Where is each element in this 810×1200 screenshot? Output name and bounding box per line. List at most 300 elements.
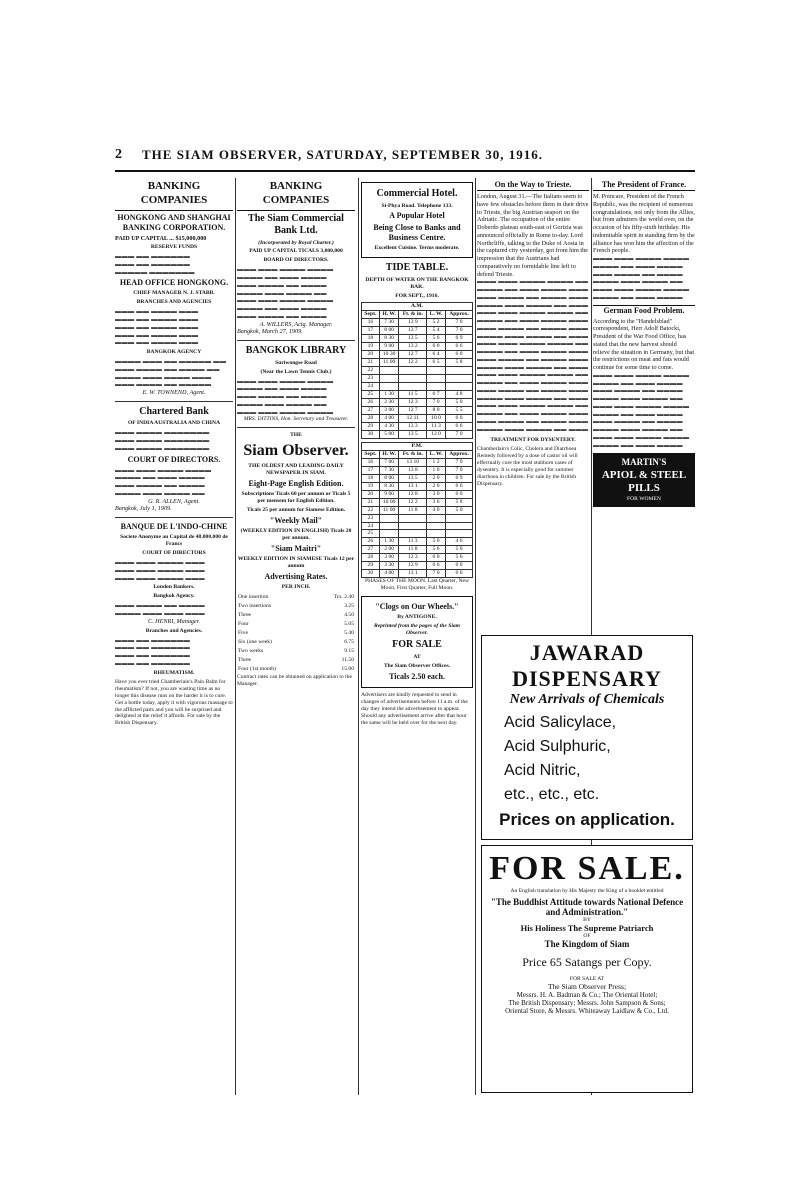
tide-cell: 6 7 bbox=[427, 390, 446, 398]
tide-header-cell: H. W. bbox=[379, 310, 399, 318]
tide-cell: 11 3 bbox=[427, 422, 446, 430]
president-heading: The President of France. bbox=[593, 180, 695, 191]
tide-month: FOR SEPT., 1916. bbox=[395, 292, 439, 299]
tide-cell: 17 bbox=[362, 326, 380, 334]
tide-cell: 7 00 bbox=[379, 458, 399, 466]
column-rule bbox=[358, 178, 359, 1095]
column-news-2 bbox=[593, 178, 695, 633]
library-sub2: (Near the Lawn Tennis Club.) bbox=[260, 368, 332, 375]
tide-cell bbox=[399, 382, 427, 390]
adv-rate-row bbox=[237, 638, 355, 647]
advertisers-note: Advertisers are kindly requested to send in changes of advertisements before 11 a.m. of the day they intend the advertisement to appear. Should any advertisement arrive after that hour the same will be held over for the next day. bbox=[361, 691, 468, 726]
tide-cell: 30 bbox=[362, 430, 380, 438]
tide-cell: 25 bbox=[362, 530, 380, 538]
forsale-at: FOR SALE AT bbox=[569, 976, 605, 982]
siam-bank-sub: (Incorporated by Royal Charter.) bbox=[258, 239, 334, 246]
tide-cell: 20 bbox=[362, 350, 380, 358]
tide-cell: 10 30 bbox=[379, 350, 399, 358]
chartered-capital: ▬▬▬ ▬▬▬▬ ▬▬▬▬▬▬▬ ▬▬▬ ▬▬▬▬ ▬▬▬▬▬▬▬ ▬▬▬ ▬▬▬▬ ▬▬▬▬▬▬▬ bbox=[115, 429, 210, 452]
tide-cell: 29 bbox=[362, 422, 380, 430]
indochine-branch-list: ▬▬▬ ▬▬ ▬▬▬▬▬▬ ▬▬▬ ▬▬ ▬▬▬▬▬▬ ▬▬▬ ▬▬ ▬▬▬▬▬▬ ▬▬▬ ▬▬ ▬▬▬▬▬▬ bbox=[115, 636, 191, 667]
hsbc-bangkok: BANGKOK AGENCY bbox=[146, 349, 202, 356]
tide-row bbox=[362, 326, 473, 334]
tide-cell: 2 30 bbox=[379, 398, 399, 406]
tide-cell: 1 2 bbox=[427, 458, 446, 466]
tide-cell: 21 bbox=[362, 358, 380, 366]
adv-rate-value: 6.75 bbox=[344, 639, 354, 646]
tide-row bbox=[362, 406, 473, 414]
adv-rate-label: Three bbox=[238, 657, 252, 664]
tide-row bbox=[362, 538, 473, 546]
treatment-heading: TREATMENT FOR DYSENTERY. bbox=[490, 437, 576, 444]
tide-cell: 13 1 bbox=[399, 482, 427, 490]
tide-pm-label: P.M. bbox=[362, 442, 473, 450]
hotel-cuisine: Excellent Cuisine. Terms moderate. bbox=[374, 245, 460, 252]
column-rule bbox=[475, 178, 476, 1095]
tide-cell: 13 5 bbox=[399, 430, 427, 438]
tide-cell: 1 30 bbox=[379, 390, 399, 398]
observer-subs2: Ticals 25 per annum for Siamese Edition. bbox=[246, 507, 346, 514]
tide-cell: 29 bbox=[362, 562, 380, 570]
tide-cell: 7 0 bbox=[446, 430, 473, 438]
adv-rate-row bbox=[237, 665, 355, 674]
tide-cell: 5 4 bbox=[427, 326, 446, 334]
column-banking-2 bbox=[237, 178, 355, 1095]
forsale-by: BY bbox=[583, 917, 591, 923]
trieste-cont: ▬▬▬ ▬▬▬ ▬▬▬▬ ▬▬▬▬ ▬▬ ▬▬▬▬ ▬▬ ▬▬▬ ▬▬▬▬ ▬▬▬ ▬▬▬ ▬▬▬▬ ▬▬ ▬▬▬▬ ▬▬▬ ▬▬▬▬ ▬▬▬ ▬▬▬▬ ▬▬ ▬▬▬ ▬▬▬ ▬▬▬ ▬▬▬▬ ▬▬▬▬ ▬▬ ▬▬▬▬ ▬▬ ▬▬▬ ▬▬▬▬ ▬▬▬ ▬▬▬ ▬▬▬▬ ▬▬ ▬▬▬▬ ▬▬▬ ▬▬▬▬ ▬▬▬ ▬▬▬▬ ▬▬ ▬▬▬ ▬▬▬ ▬▬▬ ▬▬▬▬ ▬▬▬▬ ▬▬ ▬▬▬▬ ▬▬ ▬▬▬ ▬▬▬▬ ▬▬▬ ▬▬▬ ▬▬▬▬ ▬▬ ▬▬▬▬ ▬▬▬ ▬▬▬▬ ▬▬▬ ▬▬▬▬ ▬▬ ▬▬▬ ▬▬▬ ▬▬▬ ▬▬▬▬ ▬▬▬▬ ▬▬ ▬▬▬▬ ▬▬ ▬▬▬ ▬▬▬▬ ▬▬▬ ▬▬▬ ▬▬▬▬ ▬▬ ▬▬▬▬ ▬▬▬ ▬▬▬▬ ▬▬▬ ▬▬▬▬ ▬▬ ▬▬▬ ▬▬▬ ▬▬▬ ▬▬▬▬ ▬▬▬▬ ▬▬ ▬▬▬▬ ▬▬ ▬▬▬ ▬▬▬▬ ▬▬▬ ▬▬▬ ▬▬▬▬ ▬▬ ▬▬▬▬ ▬▬▬ ▬▬▬▬ ▬▬▬ ▬▬▬▬ ▬▬ ▬▬▬ bbox=[477, 278, 589, 433]
tide-cell: 13 9 bbox=[399, 318, 427, 326]
adv-rate-label: Five bbox=[238, 630, 248, 637]
tide-cell: 5 0 bbox=[446, 546, 473, 554]
adv-rate-label: Two insertions bbox=[238, 603, 272, 610]
tide-cell bbox=[379, 374, 399, 382]
chartered-name: Chartered Bank bbox=[139, 405, 209, 417]
tide-cell bbox=[399, 374, 427, 382]
adv-rate-row bbox=[237, 647, 355, 656]
tide-title: TIDE TABLE. bbox=[385, 262, 449, 274]
forsale-kingdom: The Kingdom of Siam bbox=[544, 939, 630, 949]
tide-cell: 4 00 bbox=[379, 570, 399, 578]
tide-cell: 18 bbox=[362, 334, 380, 342]
tide-cell: 26 bbox=[362, 398, 380, 406]
tide-cell: 7 0 bbox=[446, 318, 473, 326]
tide-cell: 5 8 bbox=[446, 358, 473, 366]
adv-rate-value: Tcs. 2.40 bbox=[333, 594, 354, 601]
forsale-sellers3: The British Dispensary; Messrs. John Sampson & Sons; bbox=[508, 999, 666, 1007]
hotel-phone: Si-Phya Road. Telephone 133. bbox=[381, 202, 453, 209]
tide-cell: 5 00 bbox=[379, 430, 399, 438]
tide-row bbox=[362, 414, 473, 422]
adv-rates-heading: Advertising Rates. bbox=[264, 572, 328, 582]
tide-cell: 25 bbox=[362, 390, 380, 398]
tide-cell: 10 00 bbox=[379, 498, 399, 506]
column-news bbox=[477, 178, 589, 633]
adv-rates-table bbox=[237, 593, 355, 674]
adv-rate-value: 5.40 bbox=[344, 630, 354, 637]
indochine-directors: ▬▬▬ ▬▬▬ ▬▬▬▬ ▬▬▬ ▬▬▬ ▬▬▬ ▬▬▬▬ ▬▬▬ ▬▬▬ ▬▬▬ ▬▬▬▬ ▬▬▬ bbox=[115, 559, 205, 582]
forsale-book: "The Buddhist Attitude towards National Defence and Administration." bbox=[490, 897, 684, 917]
adv-rate-row bbox=[237, 602, 355, 611]
tide-row bbox=[362, 562, 473, 570]
tide-header-cell: Approx. bbox=[446, 450, 473, 458]
tide-cell: 21 bbox=[362, 498, 380, 506]
tide-cell bbox=[379, 514, 399, 522]
indochine-branches: Branches and Agencies. bbox=[145, 627, 203, 634]
hsbc-body: ▬▬▬▬ ▬▬▬ ▬▬ ▬▬▬▬▬ ▬▬ ▬▬▬ ▬▬▬▬ ▬▬ ▬▬▬▬ ▬▬ ▬▬▬▬ ▬▬▬ ▬▬▬▬ ▬▬▬ ▬▬▬ ▬▬▬▬ ▬▬ ▬▬▬▬▬ bbox=[115, 358, 227, 389]
trieste-text: London, August 31.—The Italians seem to have few obstacles before them in their drive to Trieste, the big Austrian seaport on the Adriatic. The occupation of the entire Doberdo plateau south-east of Gorizia was announced officially in Rome to-day. Lord Northcliffe, talking to the Duke of Aosta in the captured city yesterday, got from him the impression that the Austrians had comparatively no formidable line left to defend Trieste. bbox=[477, 193, 589, 278]
tide-cell: 5 0 bbox=[446, 506, 473, 514]
tide-row bbox=[362, 318, 473, 326]
tide-cell: 5 0 bbox=[446, 398, 473, 406]
tide-cell: 6 0 bbox=[446, 414, 473, 422]
tide-cell: 12 3 bbox=[399, 554, 427, 562]
hotel-tag2: Being Close to Banks and Business Centre. bbox=[373, 223, 461, 243]
tide-row bbox=[362, 570, 473, 578]
tide-cell: 12 7 bbox=[399, 406, 427, 414]
tide-cell: 6 9 bbox=[446, 474, 473, 482]
tide-cell bbox=[379, 366, 399, 374]
tide-cell: 5 6 bbox=[427, 334, 446, 342]
tide-cell bbox=[427, 514, 446, 522]
column-banking-1 bbox=[115, 178, 233, 1095]
page-number: 2 bbox=[115, 147, 122, 162]
tide-header-cell: Ft. & in. bbox=[399, 310, 427, 318]
tide-cell bbox=[427, 530, 446, 538]
tide-cell: 17 bbox=[362, 466, 380, 474]
tide-cell: 6 6 bbox=[446, 570, 473, 578]
chartered-signature: G. R. ALLEN, Agent. bbox=[148, 497, 200, 505]
tide-cell: 6 6 bbox=[446, 422, 473, 430]
tide-cell: 24 bbox=[362, 522, 380, 530]
tide-cell: 13 5 bbox=[399, 334, 427, 342]
food-heading: German Food Problem. bbox=[593, 305, 695, 316]
siam-bank-date: Bangkok, March 27, 1909. bbox=[237, 328, 303, 336]
tide-cell: 13 10 bbox=[399, 458, 427, 466]
forsale-sellers2: Messrs. H. A. Badman & Co.; The Oriental Hotel; bbox=[516, 991, 658, 999]
siam-maitri-sub: WEEKLY EDITION IN SIAMESE Ticals 12 per annum bbox=[237, 556, 355, 570]
tide-cell: 28 bbox=[362, 554, 380, 562]
jawarad-item: Acid Sulphuric, bbox=[504, 738, 611, 755]
clogs-title: "Clogs on Our Wheels." bbox=[375, 602, 459, 612]
hsbc-reserve: RESERVE FUNDS bbox=[150, 244, 198, 251]
tide-cell: 26 bbox=[362, 538, 380, 546]
tide-cell: 6 0 bbox=[427, 554, 446, 562]
tide-row bbox=[362, 398, 473, 406]
tide-row bbox=[362, 554, 473, 562]
tide-row bbox=[362, 466, 473, 474]
clogs-price: Ticals 2.50 each. bbox=[389, 671, 445, 681]
tide-cell: 5 2 bbox=[427, 318, 446, 326]
president-cont: ▬▬▬ ▬▬▬ ▬▬▬▬ ▬▬▬▬ ▬▬▬▬ ▬▬ ▬▬▬ ▬▬▬▬ ▬▬▬ ▬▬▬▬ ▬▬ ▬▬▬▬ ▬▬▬▬ ▬▬▬ ▬▬▬▬ ▬▬ ▬▬▬ ▬▬▬ ▬▬▬▬ ▬▬▬▬ ▬▬▬▬ ▬▬ ▬▬▬ ▬▬▬▬ bbox=[593, 255, 690, 301]
adv-rate-row bbox=[237, 593, 355, 602]
tide-cell: 7 0 bbox=[427, 570, 446, 578]
siam-bank-signature: A. WILLERS, Actg. Manager. bbox=[259, 320, 333, 328]
tide-cell: 11 00 bbox=[379, 358, 399, 366]
tide-cell: 6 5 bbox=[427, 358, 446, 366]
tide-cell: 23 bbox=[362, 514, 380, 522]
observer-edition: Eight-Page English Edition. bbox=[248, 479, 344, 489]
adv-per-inch: PER INCH. bbox=[281, 584, 311, 591]
hsbc-name: HONGKONG AND SHANGHAI BANKING CORPORATION. bbox=[117, 212, 231, 232]
jawarad-title bbox=[486, 640, 688, 692]
column-rule bbox=[235, 178, 236, 1095]
hsbc-branches: BRANCHES AND AGENCIES bbox=[136, 299, 212, 306]
tide-row bbox=[362, 514, 473, 522]
tide-cell bbox=[446, 382, 473, 390]
tide-cell: 22 bbox=[362, 366, 380, 374]
tide-row bbox=[362, 366, 473, 374]
tide-cell: 16 bbox=[362, 318, 380, 326]
food-cont: ▬▬▬ ▬▬▬ ▬▬▬▬ ▬▬▬▬ ▬▬▬▬ ▬▬ ▬▬▬ ▬▬▬▬ ▬▬▬ ▬▬▬▬ ▬▬ ▬▬▬▬ ▬▬▬▬ ▬▬▬ ▬▬▬▬ ▬▬ ▬▬▬ ▬▬▬ ▬▬▬▬ ▬▬▬▬ ▬▬▬▬ ▬▬ ▬▬▬ ▬▬▬▬ ▬▬▬ ▬▬▬▬ ▬▬ ▬▬▬▬ ▬▬▬▬ ▬▬▬ ▬▬▬▬ ▬▬ ▬▬▬ ▬▬▬ ▬▬▬▬ ▬▬▬▬ ▬▬▬▬ ▬▬ ▬▬▬ ▬▬▬▬ bbox=[593, 371, 690, 449]
tide-row bbox=[362, 350, 473, 358]
tide-cell: 11 00 bbox=[379, 506, 399, 514]
indochine-name: BANQUE DE L'INDO-CHINE bbox=[120, 522, 228, 532]
adv-rate-label: Six (one week) bbox=[238, 639, 272, 646]
tide-cell: 3 6 bbox=[427, 498, 446, 506]
chartered-body: ▬▬▬ ▬▬▬ ▬▬▬▬ ▬▬▬▬ ▬▬▬▬ ▬▬ ▬▬▬ ▬▬▬▬ ▬▬▬ ▬▬▬▬ ▬▬ ▬▬▬▬ ▬▬▬▬ ▬▬▬ ▬▬▬▬ ▬▬ bbox=[115, 466, 212, 497]
jawarad-name-left: JAWARAD bbox=[529, 640, 645, 665]
tide-cell bbox=[446, 374, 473, 382]
adv-rate-label: Four bbox=[238, 621, 249, 628]
tide-cell: 4 8 bbox=[446, 390, 473, 398]
weekly-mail: "Weekly Mail" bbox=[269, 516, 323, 526]
tide-row bbox=[362, 474, 473, 482]
tide-row bbox=[362, 546, 473, 554]
adv-rate-value: 3.25 bbox=[344, 603, 354, 610]
library-body: ▬▬▬ ▬▬▬ ▬▬▬▬ ▬▬▬▬ ▬▬▬▬ ▬▬ ▬▬▬ ▬▬▬▬ ▬▬▬ ▬▬▬▬ ▬▬ ▬▬▬▬ ▬▬▬▬ ▬▬▬ ▬▬▬▬ ▬▬ ▬▬▬ ▬▬▬ ▬▬▬▬ ▬▬▬▬ bbox=[237, 377, 334, 416]
tide-cell: 1 30 bbox=[379, 538, 399, 546]
tide-cell: 12 9 bbox=[399, 562, 427, 570]
siam-bank-board: BOARD OF DIRECTORS. bbox=[263, 257, 329, 264]
tide-cell: 5 6 bbox=[427, 546, 446, 554]
martins-ad bbox=[593, 453, 695, 507]
tide-cell: 9 00 bbox=[379, 490, 399, 498]
martins-name: MARTIN'S bbox=[621, 457, 667, 468]
tide-cell: 9 00 bbox=[379, 342, 399, 350]
tide-header-cell: H. W. bbox=[379, 450, 399, 458]
library-sub: Suriwongse Road bbox=[275, 359, 317, 366]
tide-row bbox=[362, 498, 473, 506]
tide-cell: 6 0 bbox=[446, 562, 473, 570]
tide-cell: 13 1 bbox=[399, 570, 427, 578]
tide-cell: 12 11 bbox=[399, 414, 427, 422]
tide-cell: 3 00 bbox=[379, 554, 399, 562]
tide-cell bbox=[427, 382, 446, 390]
forsale-title: FOR SALE. bbox=[489, 850, 685, 887]
adv-contract: Contract rates can be obtained on application to the Manager. bbox=[237, 674, 352, 688]
martins-sub: FOR WOMEN bbox=[627, 496, 661, 502]
chartered-court: COURT OF DIRECTORS. bbox=[127, 454, 221, 464]
indochine-signature: C. HENRI, Manager. bbox=[147, 617, 201, 625]
hsbc-signature: E. W. TOWNEND, Agent. bbox=[142, 389, 206, 397]
tide-cell: 6 6 bbox=[427, 562, 446, 570]
siam-maitri: "Siam Maitri" bbox=[270, 544, 322, 554]
rheumatism-heading: RHEUMATISM. bbox=[153, 669, 195, 676]
newspaper-title: THE SIAM OBSERVER, SATURDAY, SEPTEMBER 30, 1916. bbox=[142, 147, 544, 162]
tide-cell: 23 bbox=[362, 374, 380, 382]
forsale-intro: An English translation by His Majesty the King of a booklet entitled bbox=[510, 888, 664, 894]
tide-cell bbox=[379, 522, 399, 530]
tide-row bbox=[362, 382, 473, 390]
tide-cell: 16 bbox=[362, 458, 380, 466]
hotel-name: Commercial Hotel. bbox=[376, 188, 458, 199]
tide-table bbox=[361, 302, 473, 578]
tide-cell: 8 00 bbox=[379, 326, 399, 334]
clogs-ad bbox=[361, 596, 473, 687]
martins-pills: APIOL & STEEL PILLS bbox=[601, 468, 687, 495]
weekly-mail-sub: (WEEKLY EDITION IN ENGLISH) Ticals 20 per annum. bbox=[240, 528, 352, 542]
tide-row bbox=[362, 522, 473, 530]
tide-cell: 7 0 bbox=[446, 466, 473, 474]
forsale-price: Price 65 Satangs per Copy. bbox=[522, 955, 652, 969]
tide-row bbox=[362, 390, 473, 398]
column-hotel-tide bbox=[361, 178, 473, 1095]
adv-rate-value: 4.50 bbox=[344, 612, 354, 619]
tide-cell: 11 8 bbox=[399, 506, 427, 514]
tide-cell: 5 5 bbox=[446, 406, 473, 414]
tide-row bbox=[362, 358, 473, 366]
treatment-text: Chamberlain's Colic, Cholera and Diarrhoea Remedy followed by a dose of castor oil will effectually cure the most stubborn cases of dysentery. It is especially good for summer diarrhoea in children. For sale by the British Dispensary. bbox=[477, 446, 578, 488]
tide-cell bbox=[399, 514, 427, 522]
tide-cell bbox=[427, 374, 446, 382]
tide-cell: 2 0 bbox=[427, 474, 446, 482]
observer-the: THE bbox=[290, 432, 302, 439]
tide-cell: 6 0 bbox=[446, 490, 473, 498]
tide-header-cell: L. W. bbox=[427, 450, 446, 458]
tide-cell: 30 bbox=[362, 570, 380, 578]
tide-cell: 6 0 bbox=[446, 350, 473, 358]
observer-sub: THE OLDEST AND LEADING DAILY NEWSPAPER IN SIAM. bbox=[248, 463, 344, 477]
tide-cell: 4 0 bbox=[427, 506, 446, 514]
tide-cell: 5 8 bbox=[446, 498, 473, 506]
tide-cell: 5 0 bbox=[427, 538, 446, 546]
adv-rate-row bbox=[237, 620, 355, 629]
tide-cell bbox=[427, 366, 446, 374]
indochine-body: ▬▬▬ ▬▬▬▬ ▬▬ ▬▬▬▬ ▬▬▬▬ ▬▬▬ ▬▬▬ ▬▬▬ bbox=[115, 602, 205, 618]
tide-cell: 4 30 bbox=[379, 422, 399, 430]
tide-cell: 19 bbox=[362, 342, 380, 350]
tide-row bbox=[362, 422, 473, 430]
indochine-london: London Bankers. bbox=[153, 584, 195, 591]
tide-cell: 24 bbox=[362, 382, 380, 390]
tide-cell bbox=[379, 382, 399, 390]
adv-rate-value: 5.05 bbox=[344, 621, 354, 628]
tide-row bbox=[362, 482, 473, 490]
tide-cell: 12 7 bbox=[399, 350, 427, 358]
adv-rate-label: Four (1st month) bbox=[238, 666, 276, 673]
tide-sub: DEPTH OF WATER ON THE BANGKOK BAR. bbox=[365, 276, 469, 290]
adv-rate-row bbox=[237, 656, 355, 665]
tide-row bbox=[362, 490, 473, 498]
tide-cell: 12 8 bbox=[399, 490, 427, 498]
tide-cell: 3 30 bbox=[379, 562, 399, 570]
tide-cell: 13 5 bbox=[399, 474, 427, 482]
tide-cell: 18 bbox=[362, 474, 380, 482]
tide-cell: 13 7 bbox=[399, 326, 427, 334]
section-heading: BANKING COMPANIES bbox=[115, 180, 233, 211]
tide-cell: 3 0 bbox=[427, 490, 446, 498]
tide-cell: 12 2 bbox=[399, 358, 427, 366]
hotel-ad bbox=[361, 182, 473, 258]
tide-cell: 6 6 bbox=[446, 482, 473, 490]
adv-rate-value: 11.50 bbox=[341, 657, 354, 664]
tide-cell: 12 3 bbox=[399, 398, 427, 406]
tide-row bbox=[362, 374, 473, 382]
chartered-sub: OF INDIA AUSTRALIA AND CHINA bbox=[127, 420, 221, 427]
tide-cell: 28 bbox=[362, 414, 380, 422]
adv-rate-row bbox=[237, 629, 355, 638]
food-text: According to the "Handelsblad" correspondent, Herr Adolf Batocki, President of the War Food Office, has stated that the new harvest should relieve the situation in Germany, but that the restrictions on meat and fats would continue for some time to come. bbox=[593, 317, 695, 371]
tide-cell: 5 6 bbox=[446, 554, 473, 562]
adv-rate-row bbox=[237, 611, 355, 620]
trieste-heading: On the Way to Trieste. bbox=[477, 180, 589, 191]
moon-phases: PHASES OF THE MOON. Last Quarter, New Moon, First Quarter, Full Moon. bbox=[364, 578, 470, 592]
tide-cell: 11 5 bbox=[399, 390, 427, 398]
tide-cell: 13 2 bbox=[399, 342, 427, 350]
tide-header-cell: L. W. bbox=[427, 310, 446, 318]
tide-am-label: A.M. bbox=[362, 302, 473, 310]
tide-cell bbox=[399, 530, 427, 538]
tide-cell: 20 bbox=[362, 490, 380, 498]
tide-cell: 13 3 bbox=[399, 422, 427, 430]
section-heading: BANKING COMPANIES bbox=[237, 180, 355, 211]
adv-rate-label: Two weeks bbox=[238, 648, 264, 655]
hsbc-figures: ▬▬▬ ▬▬ ▬▬▬▬▬▬ ▬▬▬ ▬▬ ▬▬▬▬▬▬ ▬▬▬▬▬ ▬▬▬▬▬▬▬ bbox=[115, 253, 195, 276]
clogs-forsale: FOR SALE bbox=[392, 639, 442, 651]
tide-cell: 6 4 bbox=[427, 350, 446, 358]
tide-cell: 13 8 bbox=[399, 466, 427, 474]
jawarad-item: etc., etc., etc. bbox=[504, 786, 600, 803]
hsbc-manager: CHIEF MANAGER N. J. STABB. bbox=[133, 290, 215, 297]
clogs-reprint: Reprinted from the pages of the Siam Observer. bbox=[373, 623, 461, 637]
indochine-bangkok: Bangkok Agency. bbox=[153, 593, 195, 600]
tide-row bbox=[362, 530, 473, 538]
tide-cell bbox=[446, 514, 473, 522]
forsale-sellers1: The Siam Observer Press; bbox=[547, 982, 627, 991]
jawarad-name-right: DISPENSARY bbox=[512, 666, 662, 691]
tide-cell bbox=[446, 522, 473, 530]
adv-rate-label: One insertion bbox=[238, 594, 269, 601]
siam-bank-capital: PAID UP CAPITAL TICALS 3,000,000 bbox=[249, 248, 343, 255]
jawarad-items bbox=[486, 714, 688, 804]
hsbc-branch-list: ▬▬▬ ▬▬ ▬▬▬▬ ▬▬▬ ▬▬▬ ▬▬ ▬▬▬▬ ▬▬▬ ▬▬▬ ▬▬ ▬▬▬▬ ▬▬▬ ▬▬▬ ▬▬ ▬▬▬▬ ▬▬▬ ▬▬▬ ▬▬ ▬▬▬▬ ▬▬▬ bbox=[115, 308, 199, 347]
masthead bbox=[115, 140, 695, 172]
tide-cell: 19 bbox=[362, 482, 380, 490]
tide-cell: 6 9 bbox=[446, 334, 473, 342]
tide-cell: 11 8 bbox=[399, 546, 427, 554]
hotel-tag1: A Popular Hotel bbox=[389, 211, 445, 221]
tide-cell: 27 bbox=[362, 546, 380, 554]
tide-cell bbox=[379, 530, 399, 538]
tide-cell: 12 2 bbox=[399, 498, 427, 506]
tide-cell bbox=[399, 366, 427, 374]
tide-cell bbox=[446, 530, 473, 538]
tide-row bbox=[362, 458, 473, 466]
tide-cell: 8 30 bbox=[379, 334, 399, 342]
tide-cell: 4 00 bbox=[379, 414, 399, 422]
rheumatism-text: Have you ever tried Chamberlain's Pain Balm for rheumatism? If not, you are wasting time as no longer this disease runs on the harder it is to cure. Get a bottle today, apply it with vigorous massage to the afflicted parts and you will be surprised and delighted at the relief it affords. For sale by the British Dispensary. bbox=[115, 678, 233, 727]
tide-header-cell: Sept. bbox=[362, 450, 380, 458]
library-name: BANGKOK LIBRARY bbox=[245, 345, 347, 357]
tide-cell: 7 0 bbox=[427, 398, 446, 406]
newspaper-page bbox=[115, 140, 695, 1095]
tide-cell: 7 30 bbox=[379, 318, 399, 326]
tide-cell: 2 6 bbox=[427, 482, 446, 490]
tide-cell: 10 0 bbox=[427, 414, 446, 422]
tide-cell: 6 6 bbox=[446, 342, 473, 350]
tide-header-cell: Sept. bbox=[362, 310, 380, 318]
forsale-sellers4: Oriental Store, & Messrs. Whiteaway Laidlaw & Co., Ltd. bbox=[505, 1007, 669, 1015]
